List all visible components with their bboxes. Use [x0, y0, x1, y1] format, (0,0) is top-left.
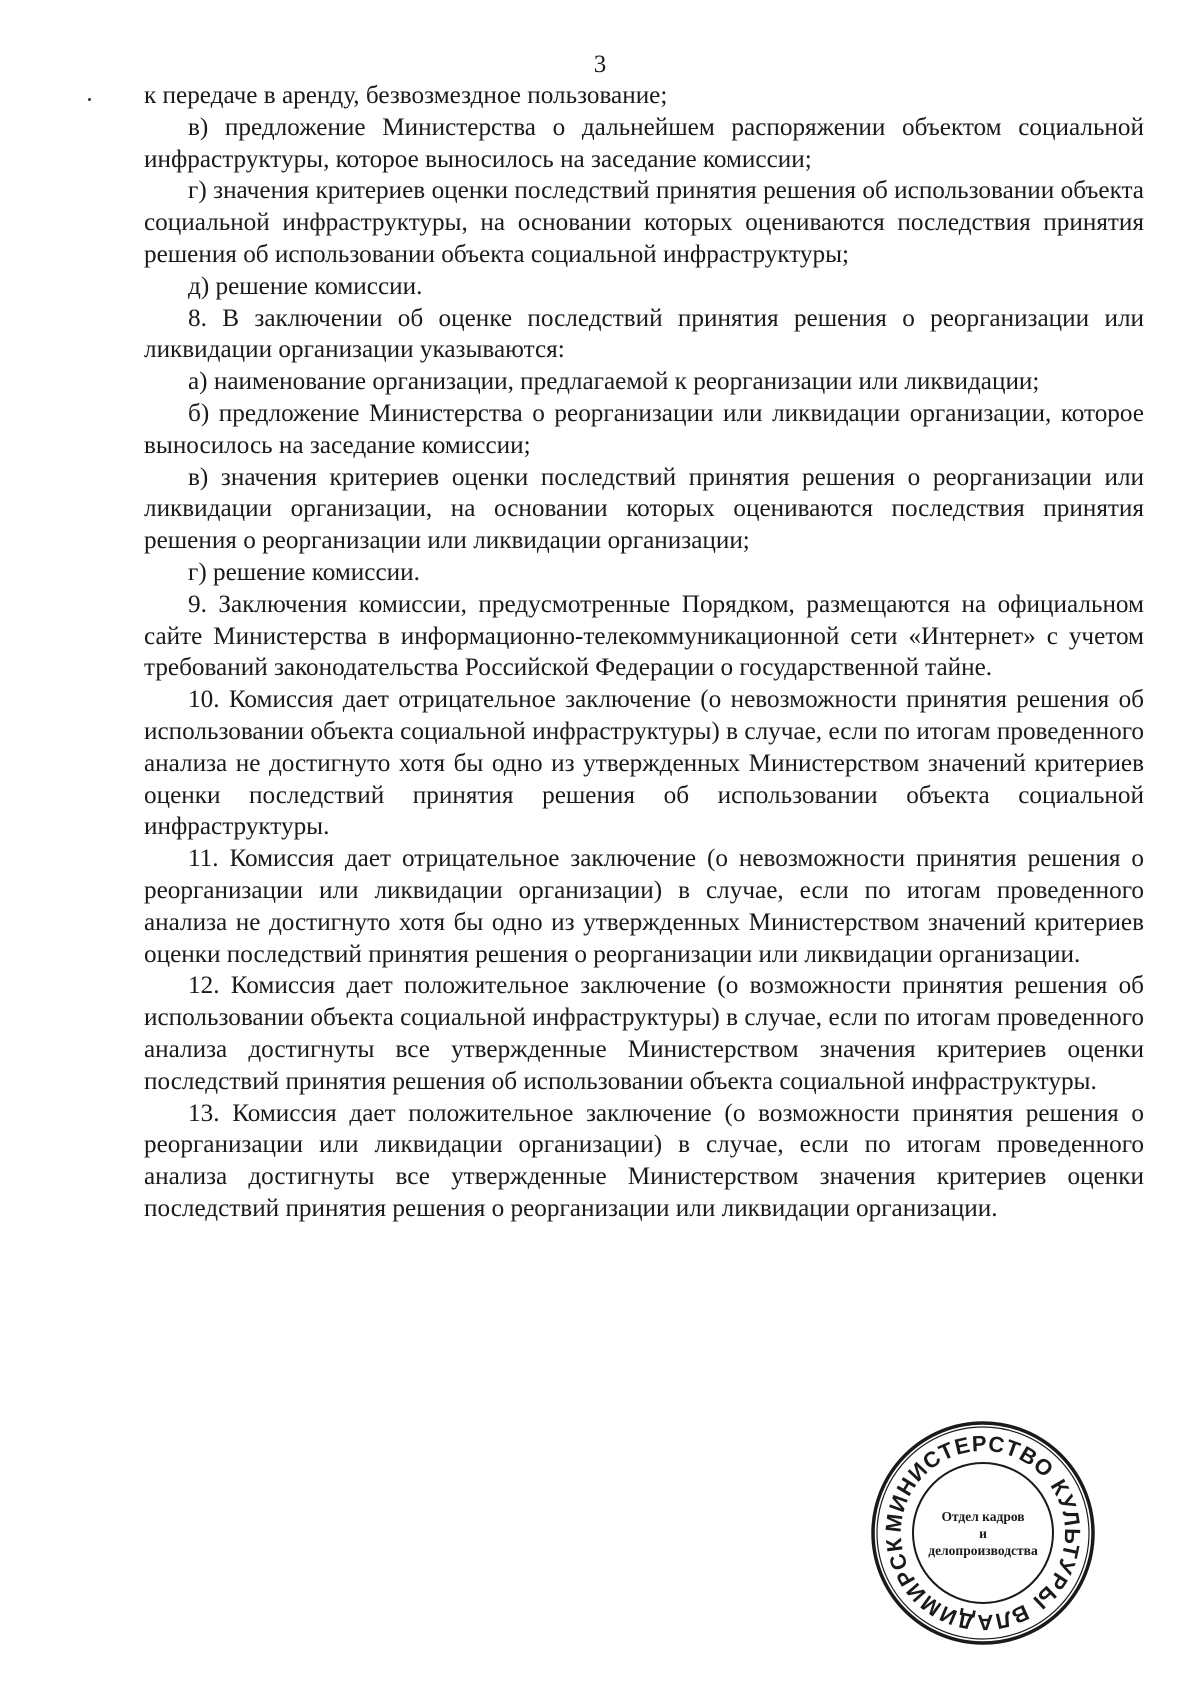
stamp-ring-text: МИНИСТЕРСТВО КУЛЬТУРЫ ВЛАДИМИРСК [880, 1430, 1086, 1636]
stamp-center-line3: делопроизводства [928, 1542, 1038, 1558]
document-body [144, 80, 1144, 1225]
paragraph-13: 13. Комиссия дает положительное заключение (о возможности принятия решения о реорганизации или ликвидации организации) в случае, если по итогам проведенного анализа достигнуты все утвержденные Министерством значения критериев оценки последствий принятия решения о реорганизации или ликвидации организации. [144, 1099, 1144, 1222]
paragraph-8: 8. В заключении об оценке последствий принятия решения о реорганизации или ликвидации организации указываются: [144, 304, 1144, 364]
stamp-center-line1: Отдел кадров [941, 1508, 1025, 1524]
official-stamp [868, 1418, 1098, 1648]
paragraph-9: 9. Заключения комиссии, предусмотренные Порядком, размещаются на официальном сайте Министерства в информационно-телекоммуникационной сети «Интернет» с учетом требований законодательства Российской Федерации о государственной тайне. [144, 590, 1144, 682]
paragraph-item-v: в) предложение Министерства о дальнейшем распоряжении объектом социальной инфраструктуры, которое выносилось на заседание комиссии; [144, 113, 1144, 173]
paragraph-12: 12. Комиссия дает положительное заключение (о возможности принятия решения об использовании объекта социальной инфраструктуры) в случае, если по итогам проведенного анализа достигнуты все утвержденные Министерством значения критериев оценки последствий принятия решения об использовании объекта социальной инфраструктуры. [144, 972, 1144, 1095]
paragraph-8-item-a: а) наименование организации, предлагаемой к реорганизации или ликвидации; [188, 368, 1040, 396]
paragraph-continuation: к передаче в аренду, безвозмездное пользование; [144, 82, 668, 109]
paragraph-8-item-v: в) значения критериев оценки последствий принятия решения о реорганизации или ликвидации организации, на основании которых оцениваются последствия принятия решения о реорганизации или ликвидации организации; [144, 463, 1144, 555]
paragraph-8-item-b: б) предложение Министерства о реорганизации или ликвидации организации, которое выносилось на заседание комиссии; [144, 399, 1144, 459]
paragraph-item-d: д) решение комиссии. [188, 272, 423, 300]
stamp-center [868, 1418, 1098, 1648]
paragraph-10: 10. Комиссия дает отрицательное заключение (о невозможности принятия решения об использовании объекта социальной инфраструктуры) в случае, если по итогам проведенного анализа не достигнуто хотя бы одно из утвержденных Министерством значений критериев оценки последствий принятия решения об использовании объекта социальной инфраструктуры. [144, 686, 1144, 841]
paragraph-item-g: г) значения критериев оценки последствий принятия решения об использовании объекта социальной инфраструктуры, на основании которых оцениваются последствия принятия решения об использовании объекта социальной инфраструктуры; [144, 177, 1144, 268]
paragraph-11: 11. Комиссия дает отрицательное заключение (о невозможности принятия решения о реорганизации или ликвидации организации) в случае, если по итогам проведенного анализа не достигнуто хотя бы одно из утвержденных Министерством значений критериев оценки последствий принятия решения о реорганизации или ликвидации организации. [144, 845, 1144, 968]
page-number: 3 [593, 51, 607, 78]
paragraph-8-item-g: г) решение комиссии. [188, 558, 420, 586]
stamp-center-line2: и [979, 1525, 987, 1541]
scan-speck [88, 98, 91, 101]
